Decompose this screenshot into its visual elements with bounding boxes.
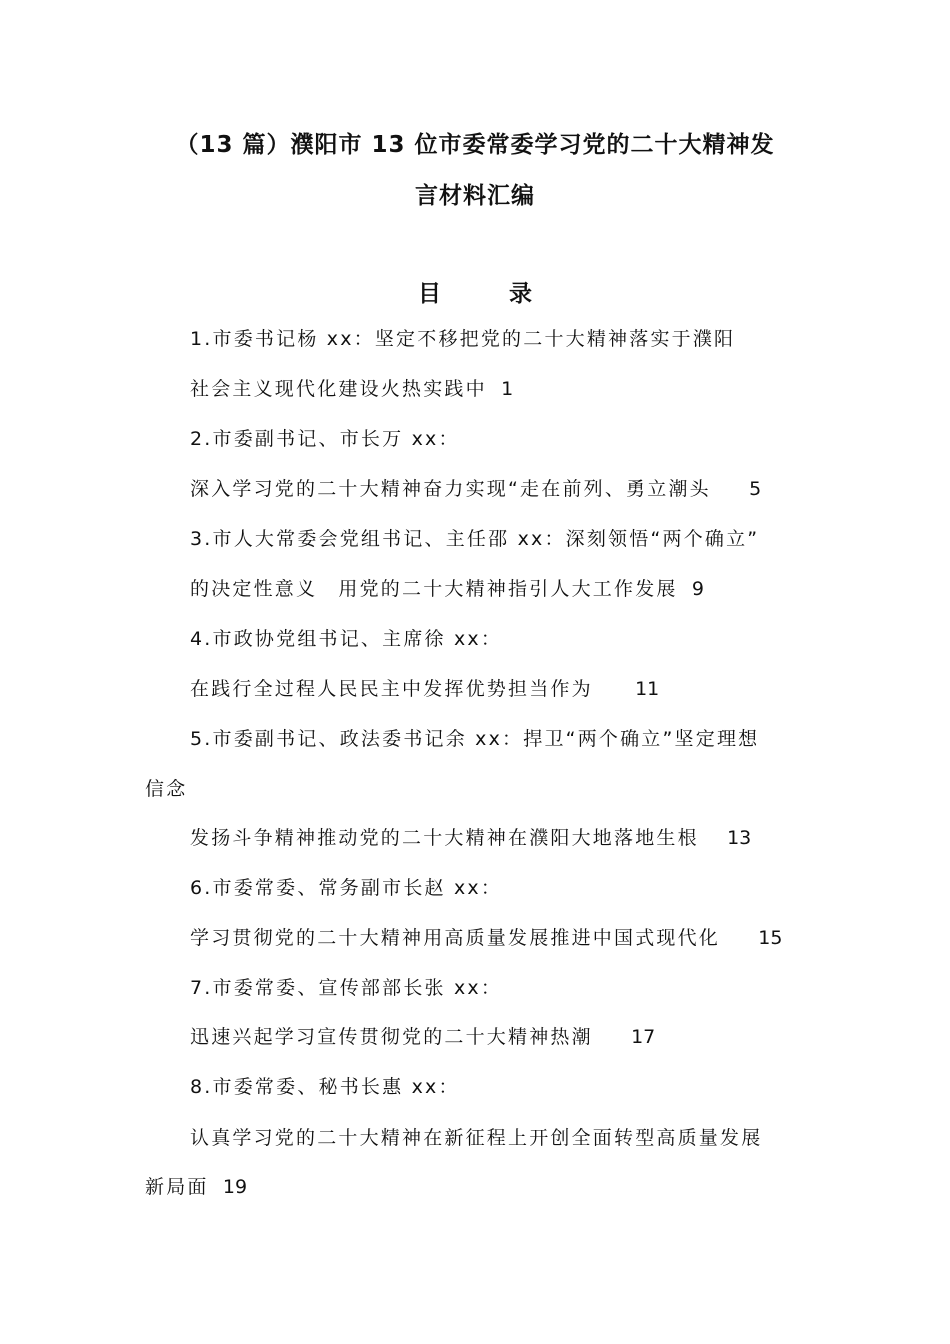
- toc-entry-8-subtitle-wrap[interactable]: [145, 1175, 247, 1199]
- toc-entry-6-page: 15: [758, 927, 783, 949]
- document-title-line-1: （13 篇）濮阳市 13 位市委常委学习党的二十大精神发: [175, 132, 775, 158]
- toc-entry-5-page: 13: [727, 827, 752, 849]
- toc-entry-5-title[interactable]: 5.市委副书记、政法委书记余 xx：捍卫“两个确立”坚定理想: [190, 728, 760, 750]
- toc-entry-5-title-wrap[interactable]: 信念: [145, 778, 188, 800]
- toc-entry-3-page: 9: [691, 578, 704, 600]
- toc-entry-6-title[interactable]: 6.市委常委、常务副市长赵 xx：: [190, 877, 503, 899]
- toc-entry-8-subtitle[interactable]: 认真学习党的二十大精神在新征程上开创全面转型高质量发展: [190, 1127, 763, 1149]
- toc-entry-4-subtitle[interactable]: [190, 677, 659, 701]
- toc-entry-1-page: 1: [501, 378, 514, 400]
- toc-entry-6-subtitle[interactable]: [190, 926, 782, 950]
- toc-entry-2-subtitle-text: 深入学习党的二十大精神奋力实现“走在前列、勇立潮头: [190, 478, 711, 500]
- toc-entry-5-subtitle-text: 发扬斗争精神推动党的二十大精神在濮阳大地落地生根: [190, 827, 699, 849]
- toc-entry-3-subtitle-text: 的决定性意义 用党的二十大精神指引人大工作发展: [190, 578, 678, 600]
- toc-heading: 目 录: [417, 281, 562, 307]
- toc-entry-7-title[interactable]: 7.市委常委、宣传部部长张 xx：: [190, 977, 503, 999]
- toc-entry-7-page: 17: [631, 1026, 656, 1048]
- toc-entry-4-subtitle-text: 在践行全过程人民民主中发挥优势担当作为: [190, 678, 593, 700]
- toc-entry-8-subtitle-wrap-text: 新局面: [145, 1176, 209, 1198]
- toc-entry-8-title[interactable]: 8.市委常委、秘书长惠 xx：: [190, 1076, 460, 1098]
- toc-entry-4-title[interactable]: 4.市政协党组书记、主席徐 xx：: [190, 628, 503, 650]
- toc-entry-8-page: 19: [222, 1176, 248, 1198]
- toc-entry-3-title[interactable]: 3.市人大常委会党组书记、主任邵 xx：深刻领悟“两个确立”: [190, 528, 760, 550]
- document-title-line-2: 言材料汇编: [415, 183, 535, 209]
- toc-entry-1-subtitle-text: 社会主义现代化建设火热实践中: [190, 378, 487, 400]
- toc-entry-3-subtitle[interactable]: [190, 577, 704, 601]
- toc-entry-4-page: 11: [635, 678, 660, 700]
- toc-entry-2-subtitle[interactable]: [190, 477, 761, 501]
- toc-entry-7-subtitle[interactable]: [190, 1025, 655, 1049]
- toc-entry-7-subtitle-text: 迅速兴起学习宣传贯彻党的二十大精神热潮: [190, 1026, 593, 1048]
- toc-entry-5-subtitle[interactable]: [190, 826, 751, 850]
- toc-entry-1-title[interactable]: 1.市委书记杨 xx：坚定不移把党的二十大精神落实于濮阳: [190, 328, 736, 350]
- toc-entry-1-subtitle[interactable]: [190, 377, 513, 401]
- toc-entry-6-subtitle-text: 学习贯彻党的二十大精神用高质量发展推进中国式现代化: [190, 927, 721, 949]
- toc-entry-2-page: 5: [749, 478, 762, 500]
- toc-entry-2-title[interactable]: 2.市委副书记、市长万 xx：: [190, 428, 460, 450]
